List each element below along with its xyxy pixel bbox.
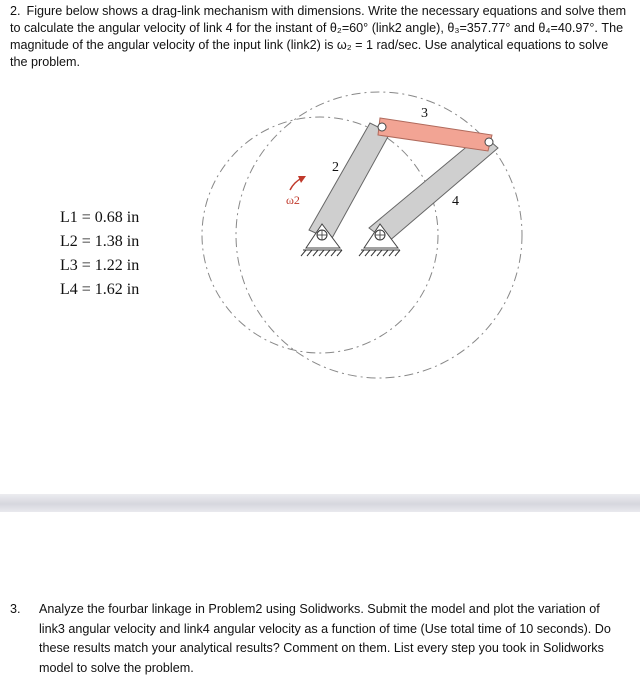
- problem-2-number: 2.: [10, 4, 21, 18]
- omega-arrow: [290, 176, 306, 190]
- omega-label: ω2: [286, 193, 300, 207]
- problem-2: [10, 3, 628, 71]
- joint-b: [378, 123, 386, 131]
- dimension-l4: L4 = 1.62 in: [60, 281, 140, 298]
- problem-3-number: 3.: [10, 602, 21, 616]
- link-4-label: 4: [452, 194, 459, 209]
- problem-3-text: Analyze the fourbar linkage in Problem2 using Solidworks. Submit the model and plot the variation of link3 angular velocity and link4 angular velocity as a function of time (Use total time of 10 seconds). Do these results match your analytical results? Comment on them. List every step you took in Solidworks model to solve the problem.: [39, 602, 611, 675]
- problem-3: [10, 600, 620, 678]
- dimension-list: [60, 206, 139, 302]
- link-3: [378, 118, 492, 151]
- link-3-label: 3: [421, 106, 428, 121]
- dimension-l3: L3 = 1.22 in: [60, 257, 140, 274]
- dimension-l1: L1 = 0.68 in: [60, 209, 140, 226]
- link-4: [369, 134, 498, 242]
- dimension-l2: L2 = 1.38 in: [60, 233, 140, 250]
- page-separator: [0, 494, 640, 512]
- link-2-label: 2: [332, 160, 339, 175]
- problem-2-text: Figure below shows a drag-link mechanism with dimensions. Write the necessary equations and solve them to calculate the angular velocity of link 4 for the instant of θ₂=60° (link2 angle), θ₃=357.77° and θ₄=40.97°. The magnitude of the angular velocity of the input link (link2) is ω₂ = 1 rad/sec. Use analytical equations to solve the problem.: [10, 4, 627, 69]
- joint-c: [485, 138, 493, 146]
